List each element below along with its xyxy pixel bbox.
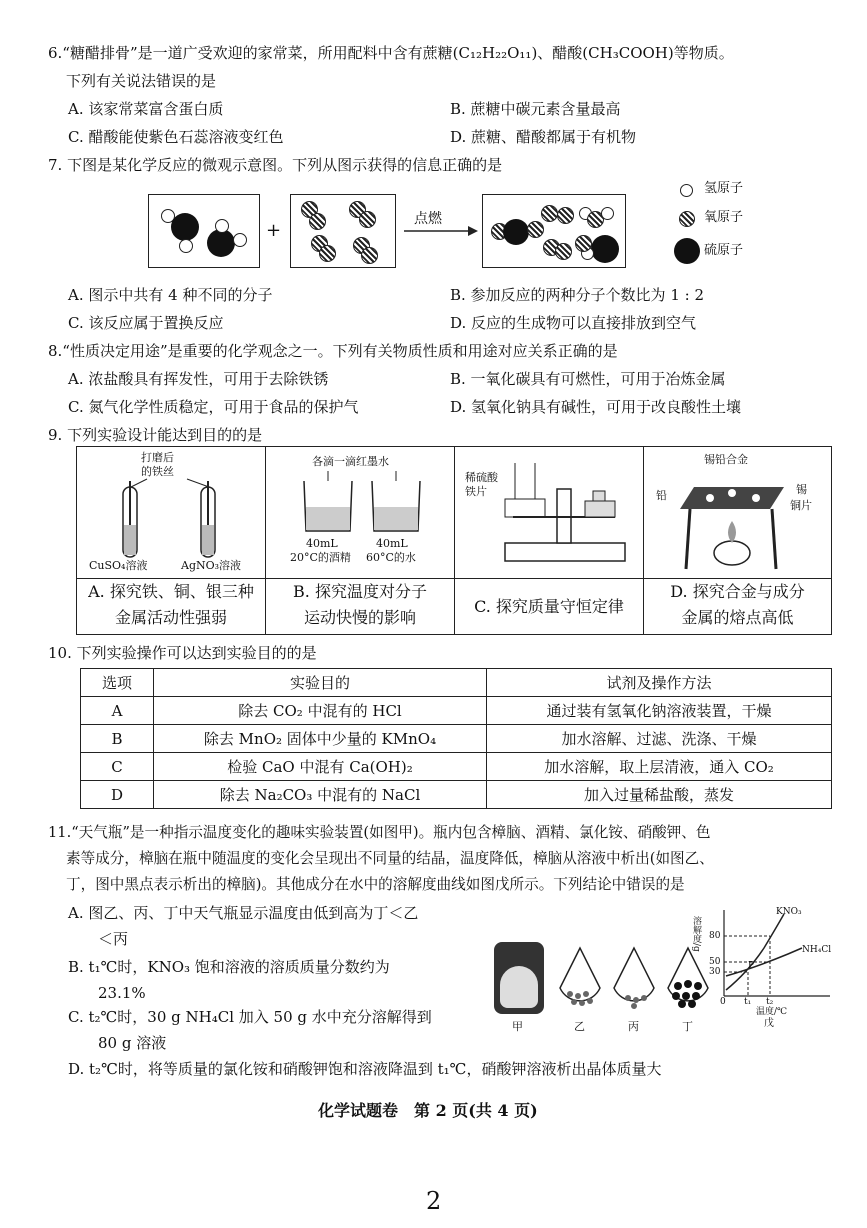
fig1-label: 打磨后: [141, 451, 174, 464]
footer: 化学试题卷 第 2 页(共 4 页): [318, 1101, 538, 1120]
q7-option-a: A. 图示中共有 4 种不同的分子: [68, 286, 273, 304]
reaction-arrow-icon: [402, 224, 480, 238]
q10-stem: 10. 下列实验操作可以达到实验目的的是: [48, 644, 317, 662]
graph-y-label: 溶解度/g: [691, 916, 701, 952]
fig4-label: 锡铅合金: [704, 453, 748, 466]
bottle-drawings-icon: [556, 946, 716, 1016]
header-option: 选项: [81, 669, 154, 697]
q7-option-b: B. 参加反应的两种分子个数比为 1 : 2: [450, 286, 705, 304]
q9-caption-b: B. 探究温度对分子 运动快慢的影响: [266, 579, 455, 635]
label-yi: 乙: [574, 1020, 585, 1033]
q7-stem: 7. 下图是某化学反应的微观示意图。下列从图示获得的信息正确的是: [48, 156, 503, 174]
legend-sulfur: 硫原子: [704, 243, 744, 258]
balance-scale-icon: [495, 459, 635, 569]
q11-option-b-line1: B. t₁℃时，KNO₃ 饱和溶液的溶质质量分数约为: [68, 958, 390, 976]
curve-kno3-label: KNO₃: [776, 907, 802, 917]
q11-option-b-line2: 23.1%: [98, 984, 146, 1002]
legend-hydrogen: 氢原子: [704, 181, 744, 196]
q8-option-a: A. 浓盐酸具有挥发性，可用于去除铁锈: [68, 370, 329, 388]
fig4-right2: 铜片: [790, 499, 812, 512]
q11-option-a-line1: A. 图乙、丙、丁中天气瓶显示温度由低到高为丁＜乙: [68, 904, 419, 922]
q11-option-c-line2: 80 g 溶液: [98, 1034, 167, 1052]
q6-option-b: B. 蔗糖中碳元素含量最高: [450, 100, 621, 118]
label-jia: 甲: [512, 1020, 523, 1033]
table-row: D 除去 Na₂CO₃ 中混有的 NaCl 加入过量稀盐酸，蒸发: [81, 781, 832, 809]
q11-stem-line1: 11.“天气瓶”是一种指示温度变化的趣味实验装置(如图甲)。瓶内包含樟脑、酒精、氯化铵、硝酸钾、色: [48, 824, 711, 841]
tick-50: 50: [709, 957, 721, 967]
q11-option-a-line2: ＜丙: [98, 930, 129, 948]
q9-caption-a: A. 探究铁、铜、银三种 金属活动性强弱: [77, 579, 266, 635]
header-method: 试剂及操作方法: [487, 669, 832, 697]
q6-stem: 6.“糖醋排骨”是一道广受欢迎的家常菜，所用配料中含有蔗糖(C₁₂H₂₂O₁₁)、醋酸(CH₃COOH)等物质。: [48, 44, 734, 62]
fig-balance: [455, 447, 644, 579]
tick-t2: t₂: [766, 997, 774, 1007]
tick-80: 80: [709, 931, 721, 941]
fig3-label2: 铁片: [465, 485, 487, 498]
table-row: B 除去 MnO₂ 固体中少量的 KMnO₄ 加水溶解、过滤、洗涤、干燥: [81, 725, 832, 753]
q8-stem: 8.“性质决定用途”是重要的化学观念之一。下列有关物质性质和用途对应关系正确的是: [48, 342, 618, 360]
q9-caption-d: D. 探究合金与成分 金属的熔点高低: [644, 579, 832, 635]
bottle-photo-jia: [494, 942, 544, 1014]
q7-option-d: D. 反应的生成物可以直接排放到空气: [450, 314, 697, 332]
fig4-left-label: 铅: [656, 489, 667, 502]
reactant-box-1: [148, 194, 260, 268]
q6-option-a: A. 该家常菜富含蛋白质: [68, 100, 224, 118]
fig2-label: 各滴一滴红墨水: [312, 455, 389, 468]
q11-option-d: D. t₂℃时，将等质量的氯化铵和硝酸钾饱和溶液降温到 t₁℃，硝酸钾溶液析出晶体质量大: [68, 1060, 662, 1078]
reactant-box-2: [290, 194, 396, 268]
fig1-label2: 的铁丝: [141, 465, 174, 478]
table-row: A 除去 CO₂ 中混有的 HCl 通过装有氢氧化钠溶液装置，干燥: [81, 697, 832, 725]
q8-option-c: C. 氮气化学性质稳定，可用于食品的保护气: [68, 398, 359, 416]
fig-metal-activity: [77, 447, 266, 579]
q9-caption-c: C. 探究质量守恒定律: [455, 579, 644, 635]
q6-option-d: D. 蔗糖、醋酸都属于有机物: [450, 128, 637, 146]
curve-nh4cl-label: NH₄Cl: [802, 945, 832, 955]
q6-option-c: C. 醋酸能使紫色石蕊溶液变红色: [68, 128, 284, 146]
graph-x-label: 温度/℃: [756, 1007, 788, 1017]
fig2-right1: 40mL: [376, 537, 408, 550]
beakers-icon: [296, 471, 436, 535]
tick-30: 30: [709, 967, 721, 977]
fig-diffusion: [266, 447, 455, 579]
q11-option-c-line1: C. t₂℃时，30 g NH₄Cl 加入 50 g 水中充分溶解得到: [68, 1008, 432, 1026]
fig1-right-label: AgNO₃溶液: [181, 559, 242, 572]
tick-t1: t₁: [744, 997, 752, 1007]
fig2-right2: 60°C的水: [366, 551, 416, 564]
tick-0: 0: [720, 997, 726, 1007]
legend-oxygen: 氧原子: [704, 210, 744, 225]
fig2-left2: 20°C的酒精: [290, 551, 351, 564]
page-number: 2: [426, 1187, 442, 1215]
solubility-curves: [704, 906, 836, 1010]
table-row: C 检验 CaO 中混有 Ca(OH)₂ 加水溶解，取上层清液，通入 CO₂: [81, 753, 832, 781]
q8-option-d: D. 氢氧化钠具有碱性，可用于改良酸性土壤: [450, 398, 742, 416]
q9-table: [76, 446, 832, 635]
arrow-label: 点燃: [414, 211, 442, 227]
test-tubes-icon: [97, 469, 247, 559]
table-header-row: [81, 669, 832, 697]
fig1-left-label: CuSO₄溶液: [89, 559, 148, 572]
q11-stem-line2: 素等成分，樟脑在瓶中随温度的变化会呈现出不同量的结晶，温度降低，樟脑从溶液中析出(如图乙、: [66, 850, 714, 867]
q9-stem: 9. 下列实验设计能达到目的的是: [48, 426, 263, 444]
q10-table: [80, 668, 832, 809]
q7-option-c: C. 该反应属于置换反应: [68, 314, 224, 332]
q11-stem-line3: 丁，图中黑点表示析出的樟脑)。其他成分在水中的溶解度曲线如图戊所示。下列结论中错误的是: [66, 876, 685, 893]
graph-name: 戊: [764, 1018, 774, 1029]
label-ding: 丁: [682, 1020, 693, 1033]
product-box: [482, 194, 626, 268]
header-purpose: 实验目的: [154, 669, 487, 697]
fig-alloy-melting: [644, 447, 832, 579]
fig4-right1: 锡: [796, 483, 807, 496]
q6-stem2: 下列有关说法错误的是: [66, 72, 217, 90]
plus-sign: +: [266, 220, 282, 241]
point-p: P: [748, 961, 755, 971]
q8-option-b: B. 一氧化碳具有可燃性，可用于冶炼金属: [450, 370, 726, 388]
label-bing: 丙: [628, 1020, 639, 1033]
fig3-label1: 稀硫酸: [465, 471, 498, 484]
fig2-left1: 40mL: [306, 537, 338, 550]
tripod-burner-icon: [680, 469, 790, 575]
